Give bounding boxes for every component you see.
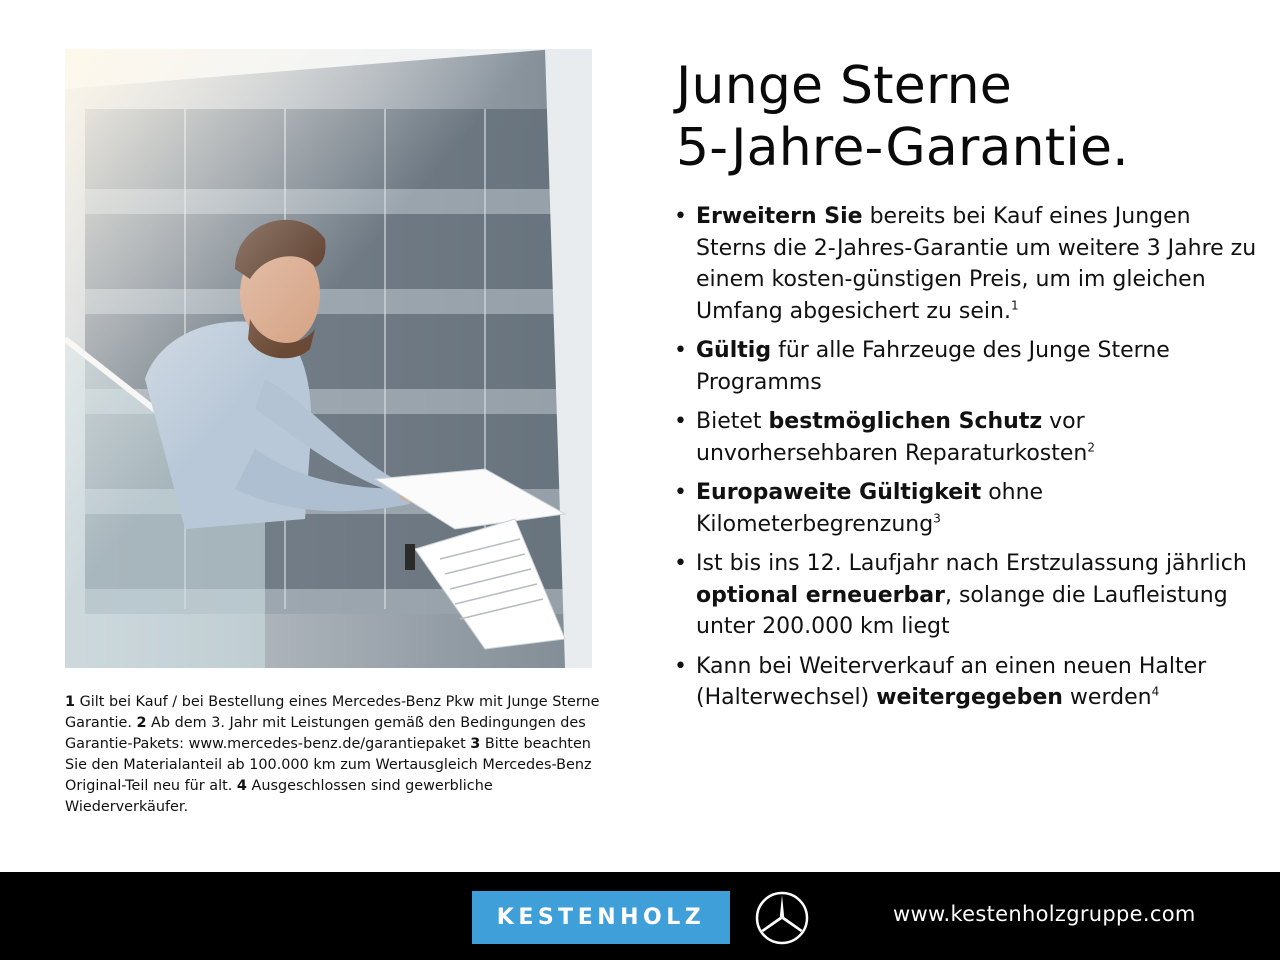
footnote-number: 3: [470, 736, 481, 752]
list-item: [674, 201, 1264, 327]
bullet-text: , solange die Laufleistung unter 200.000 km liegt: [696, 582, 1228, 639]
footnote-number: 2: [136, 715, 147, 731]
benefits-list: [674, 201, 1264, 722]
list-item: [674, 548, 1264, 643]
bullet-pre: Ist bis ins 12. Laufjahr nach Erstzulassung jährlich: [696, 551, 1247, 576]
man-reading-documents-photo: [65, 49, 592, 668]
bullet-bold: bestmöglichen Schutz: [768, 409, 1043, 434]
list-item: [674, 651, 1264, 714]
mercedes-star-icon: [754, 890, 810, 946]
footnote-text: Gilt bei Kauf / bei Bestellung eines Mercedes-Benz Pkw mit Junge Sterne Garantie.: [65, 694, 600, 731]
footnote-number: 4: [236, 778, 247, 794]
list-item: [674, 477, 1264, 540]
title-line-1: Junge Sterne: [676, 56, 1012, 116]
title-line-2: 5-Jahre-Garantie.: [676, 118, 1129, 178]
bullet-pre: Bietet: [696, 409, 769, 434]
hero-photo: [65, 49, 592, 668]
bullet-pre: Kann bei Weiterverkauf an einen neuen Halter (Halterwechsel): [696, 653, 1207, 710]
bullet-text: für alle Fahrzeuge des Junge Sterne Programms: [696, 338, 1170, 395]
bullet-bold: weitergegeben: [876, 685, 1063, 710]
list-item: [674, 406, 1264, 469]
bullet-footnote-ref: 1: [1010, 298, 1019, 313]
footnote-text: Ab dem 3. Jahr mit Leistungen gemäß den Bedingungen des Garantie-Pakets: www.mercedes-benz.de/garantiepaket: [65, 715, 586, 752]
bullet-footnote-ref: 2: [1087, 440, 1096, 455]
bullet-text: werden: [1062, 685, 1152, 710]
footnote-number: 1: [65, 694, 76, 710]
bullet-bold: Gültig: [696, 338, 772, 363]
bullet-bold: Europaweite Gültigkeit: [696, 480, 982, 505]
footnote-text: Ausgeschlossen sind gewerbliche Wiederverkäufer.: [65, 778, 493, 815]
page-title: [676, 55, 1266, 179]
website-link[interactable]: www.kestenholzgruppe.com: [893, 902, 1196, 926]
bullet-bold: optional erneuerbar: [696, 582, 945, 608]
footnotes: [65, 692, 605, 818]
brand-logo: KESTENHOLZ: [472, 891, 730, 944]
bullet-text: ohne Kilometerbegrenzung: [696, 480, 1044, 537]
bullet-footnote-ref: 3: [933, 511, 941, 526]
footnote-text: Bitte beachten Sie den Materialanteil ab 100.000 km zum Wertausgleich Mercedes-Benz Original-Teil neu für alt.: [65, 736, 592, 794]
bullet-text: bereits bei Kauf eines Jungen Sterns die 2-Jahres-Garantie um weitere 3 Jahre zu einem kosten-günstigen Preis, um im gleichen Umfang abgesichert zu sein.: [696, 204, 1257, 324]
bullet-text: vor unvorhersehbaren Reparaturkosten: [696, 409, 1088, 466]
bullet-bold: Erweitern Sie: [696, 204, 863, 229]
footer-bar: [0, 872, 1280, 960]
bullet-footnote-ref: 4: [1151, 684, 1160, 699]
list-item: [674, 335, 1264, 398]
